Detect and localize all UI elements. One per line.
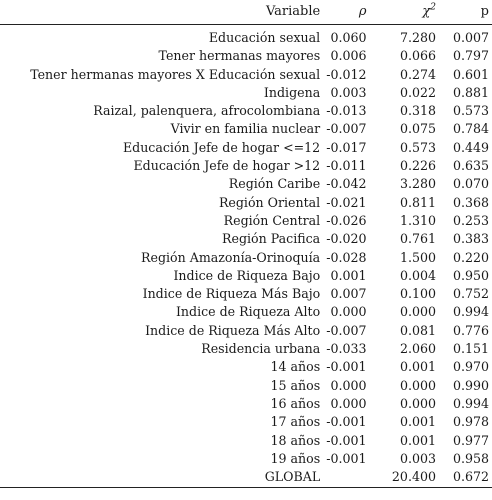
table-row <box>0 139 492 157</box>
cell-variable: Indice de Riqueza Más Alto <box>145 322 321 338</box>
table-row <box>0 157 492 175</box>
cell-rho: -0.028 <box>326 249 367 265</box>
cell-chi2: 0.075 <box>399 121 436 137</box>
header-p: p <box>436 0 492 25</box>
cell-variable: Indice de Riqueza Alto <box>175 304 321 320</box>
cell-p: 0.797 <box>452 48 489 64</box>
cell-chi2: 0.100 <box>399 286 436 302</box>
table-row <box>0 267 492 285</box>
cell-chi2: 0.226 <box>399 158 436 174</box>
cell-rho: 0.003 <box>330 84 367 100</box>
cell-chi2: 0.318 <box>399 103 436 119</box>
table-body <box>0 25 492 488</box>
cell-p: 0.449 <box>452 139 489 155</box>
cell-variable: Región Central <box>223 212 321 228</box>
cell-rho: 0.001 <box>330 267 367 283</box>
cell-chi2: 0.811 <box>399 194 436 210</box>
cell-rho: 0.000 <box>330 377 367 393</box>
cell-variable: Indice de Riqueza Más Bajo <box>142 286 321 302</box>
table-row <box>0 175 492 193</box>
cell-chi2: 0.001 <box>399 414 436 430</box>
cell-p: 0.950 <box>452 267 489 283</box>
cell-chi2: 2.060 <box>399 341 436 357</box>
cell-rho: -0.033 <box>326 341 367 357</box>
cell-variable: 18 años <box>270 432 321 448</box>
table-row <box>0 120 492 138</box>
cell-rho: 0.000 <box>330 304 367 320</box>
header-chi2 <box>367 0 436 25</box>
cell-rho: 0.000 <box>330 395 367 411</box>
cell-p: 0.635 <box>452 158 489 174</box>
table-row <box>0 450 492 468</box>
cell-chi2: 0.274 <box>399 66 436 82</box>
cell-variable: Región Pacifica <box>222 231 321 247</box>
cell-p: 0.752 <box>452 286 489 302</box>
cell-p: 0.151 <box>452 341 489 357</box>
cell-rho: 0.060 <box>330 30 367 45</box>
cell-p: 0.368 <box>452 194 489 210</box>
header-variable: Variable <box>0 0 326 25</box>
cell-p: 0.958 <box>452 450 489 466</box>
cell-rho: -0.011 <box>326 158 367 174</box>
cell-variable: Raizal, palenquera, afrocolombiana <box>93 103 321 119</box>
cell-p: 0.573 <box>452 103 489 119</box>
table-row <box>0 212 492 230</box>
cell-chi2: 0.000 <box>399 377 436 393</box>
table-row <box>0 230 492 248</box>
cell-variable: Educación Jefe de hogar >12 <box>133 158 321 174</box>
cell-variable: Indice de Riqueza Bajo <box>173 267 321 283</box>
cell-variable: 16 años <box>270 395 321 411</box>
cell-chi2: 0.003 <box>399 450 436 466</box>
table-row <box>0 322 492 340</box>
table-row <box>0 340 492 358</box>
table-row <box>0 377 492 395</box>
cell-variable: 15 años <box>270 377 321 393</box>
cell-variable: 17 años <box>270 414 321 430</box>
table-row <box>0 249 492 267</box>
cell-p: 0.784 <box>452 121 489 137</box>
cell-rho <box>326 468 366 488</box>
cell-rho: -0.001 <box>326 414 367 430</box>
header-rho: ρ <box>326 0 366 25</box>
cell-rho: -0.001 <box>326 359 367 375</box>
cell-p: 0.253 <box>452 212 489 228</box>
cell-rho: -0.026 <box>326 212 367 228</box>
cell-chi2: 0.081 <box>399 322 436 338</box>
table-header <box>0 0 492 25</box>
cell-variable: GLOBAL <box>0 468 326 488</box>
header-chi2-symbol: χ <box>422 4 431 19</box>
cell-variable: Tener hermanas mayores X Educación sexual <box>30 66 321 82</box>
table-row <box>0 66 492 84</box>
cell-variable: Residencia urbana <box>201 341 321 357</box>
header-row <box>0 0 492 25</box>
cell-p: 0.007 <box>452 30 489 45</box>
cell-chi2: 0.761 <box>399 231 436 247</box>
cell-rho: -0.007 <box>326 322 367 338</box>
cell-variable: Vivir en familia nuclear <box>170 121 321 137</box>
cell-rho: -0.013 <box>326 103 367 119</box>
table-row <box>0 194 492 212</box>
cell-variable: Región Oriental <box>218 194 321 210</box>
table-row <box>0 468 492 488</box>
cell-chi2: 20.400 <box>367 468 436 488</box>
cell-p: 0.994 <box>452 304 489 320</box>
cell-rho: -0.021 <box>326 194 367 210</box>
cell-chi2: 0.573 <box>399 139 436 155</box>
table-row <box>0 432 492 450</box>
cell-p: 0.990 <box>452 377 489 393</box>
cell-chi2: 7.280 <box>399 30 436 45</box>
cell-p: 0.978 <box>452 414 489 430</box>
cell-p: 0.776 <box>452 322 489 338</box>
cell-chi2: 0.004 <box>399 267 436 283</box>
table-row <box>0 395 492 413</box>
table-row <box>0 413 492 431</box>
cell-rho: 0.006 <box>330 48 367 64</box>
cell-p: 0.881 <box>452 84 489 100</box>
cell-rho: -0.001 <box>326 450 367 466</box>
cell-p: 0.601 <box>452 66 489 82</box>
table-row <box>0 358 492 376</box>
cell-p: 0.672 <box>436 468 492 488</box>
cell-p: 0.383 <box>452 231 489 247</box>
cell-variable: Indigena <box>263 84 321 100</box>
cell-chi2: 1.310 <box>399 212 436 228</box>
cell-p: 0.220 <box>452 249 489 265</box>
cell-rho: -0.020 <box>326 231 367 247</box>
cell-variable: 19 años <box>270 450 321 466</box>
cell-chi2: 0.001 <box>399 432 436 448</box>
table-row <box>0 84 492 102</box>
cell-p: 0.970 <box>452 359 489 375</box>
cell-variable: Tener hermanas mayores <box>158 48 321 64</box>
cell-p: 0.070 <box>452 176 489 192</box>
cell-chi2: 1.500 <box>399 249 436 265</box>
table-row <box>0 25 492 48</box>
cell-chi2: 0.066 <box>399 48 436 64</box>
cell-chi2: 0.000 <box>399 304 436 320</box>
cell-variable: Región Caribe <box>228 176 321 192</box>
cell-rho: -0.012 <box>326 66 367 82</box>
cell-chi2: 0.000 <box>399 395 436 411</box>
cell-chi2: 0.022 <box>399 84 436 100</box>
cell-chi2: 0.001 <box>399 359 436 375</box>
cell-rho: -0.017 <box>326 139 367 155</box>
cell-p: 0.977 <box>452 432 489 448</box>
cell-chi2: 3.280 <box>399 176 436 192</box>
cell-variable: Educación sexual <box>208 30 321 45</box>
table-row <box>0 47 492 65</box>
header-chi2-exponent: 2 <box>430 2 436 13</box>
table-row <box>0 102 492 120</box>
cell-variable: Educación Jefe de hogar <=12 <box>122 139 321 155</box>
cell-rho: -0.042 <box>326 176 367 192</box>
cell-p: 0.994 <box>452 395 489 411</box>
table-row <box>0 303 492 321</box>
cell-rho: 0.007 <box>330 286 367 302</box>
cell-rho: -0.001 <box>326 432 367 448</box>
cell-variable: 14 años <box>270 359 321 375</box>
cell-rho: -0.007 <box>326 121 367 137</box>
cell-variable: Región Amazonía-Orinoquía <box>141 249 321 265</box>
table-row <box>0 285 492 303</box>
